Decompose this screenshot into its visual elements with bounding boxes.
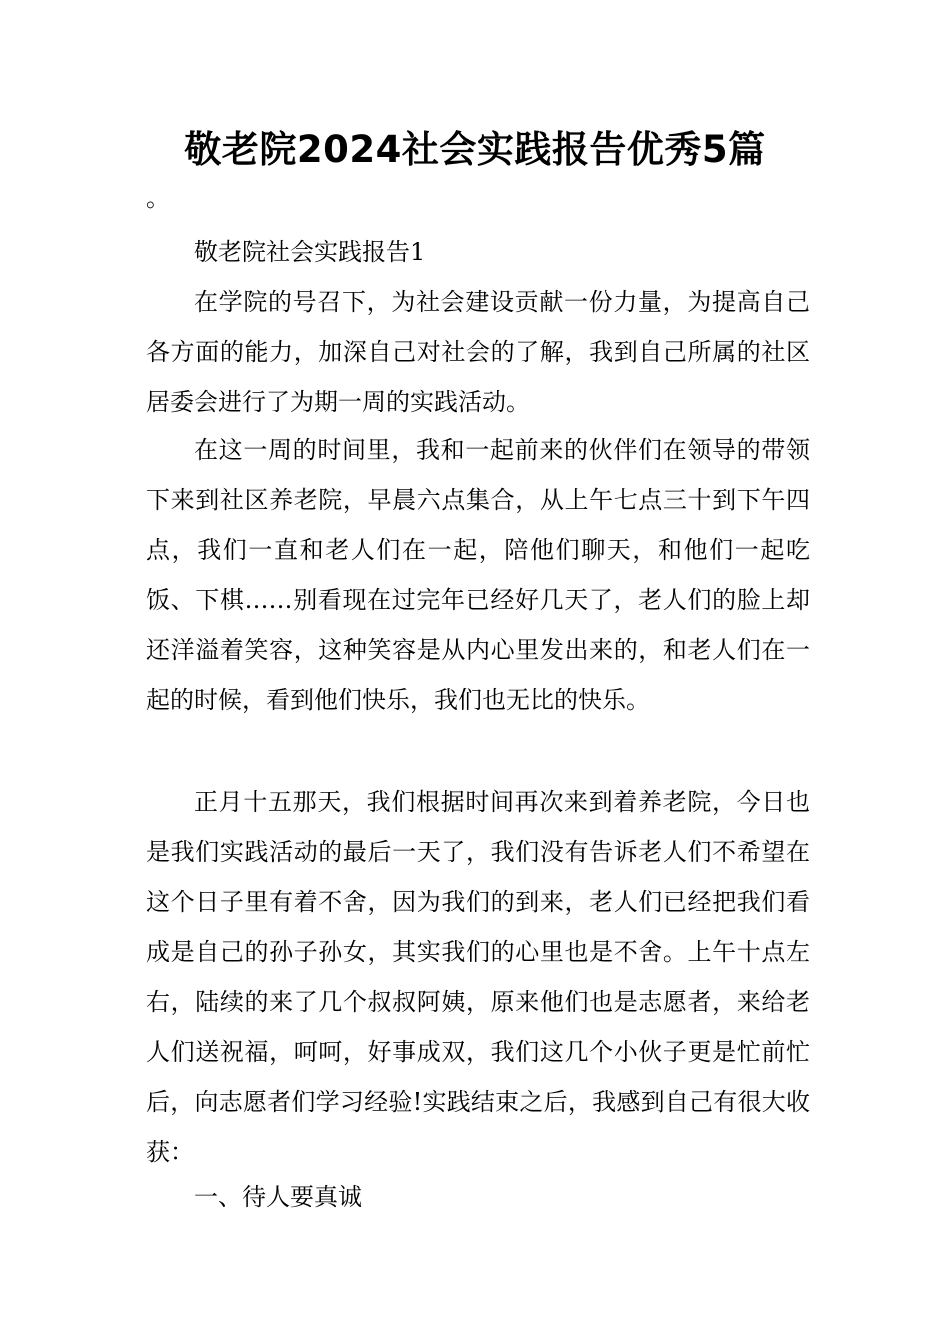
lead-punctuation: 。: [146, 184, 170, 212]
paragraph: 在学院的号召下，为社会建设贡献一份力量，为提高自己各方面的能力，加深自己对社会的了解，我到自己所属的社区居委会进行了为期一周的实践活动。: [146, 288, 810, 416]
section-title: 敬老院社会实践报告1: [194, 238, 426, 266]
subheading: 一、待人要真诚: [194, 1183, 362, 1211]
paragraph: 在这一周的时间里，我和一起前来的伙伴们在领导的带领下来到社区养老院，早晨六点集合，从上午七点三十到下午四点，我们一直和老人们在一起，陪他们聊天，和他们一起吃饭、下棋……别看现在过完年已经好几天了，老人们的脸上却还洋溢着笑容，这种笑容是从内心里发出来的，和老人们在一起的时候，看到他们快乐，我们也无比的快乐。: [146, 436, 810, 714]
document-title: 敬老院2024社会实践报告优秀5篇: [184, 128, 766, 171]
paragraph: 正月十五那天，我们根据时间再次来到着养老院，今日也是我们实践活动的最后一天了，我们没有告诉老人们不希望在这个日子里有着不舍，因为我们的到来，老人们已经把我们看成是自己的孙子孙女，其实我们的心里也是不舍。上午十点左右，陆续的来了几个叔叔阿姨，原来他们也是志愿者，来给老人们送祝福，呵呵，好事成双，我们这几个小伙子更是忙前忙后，向志愿者们学习经验!实践结束之后，我感到自己有很大收获：: [146, 788, 810, 1166]
